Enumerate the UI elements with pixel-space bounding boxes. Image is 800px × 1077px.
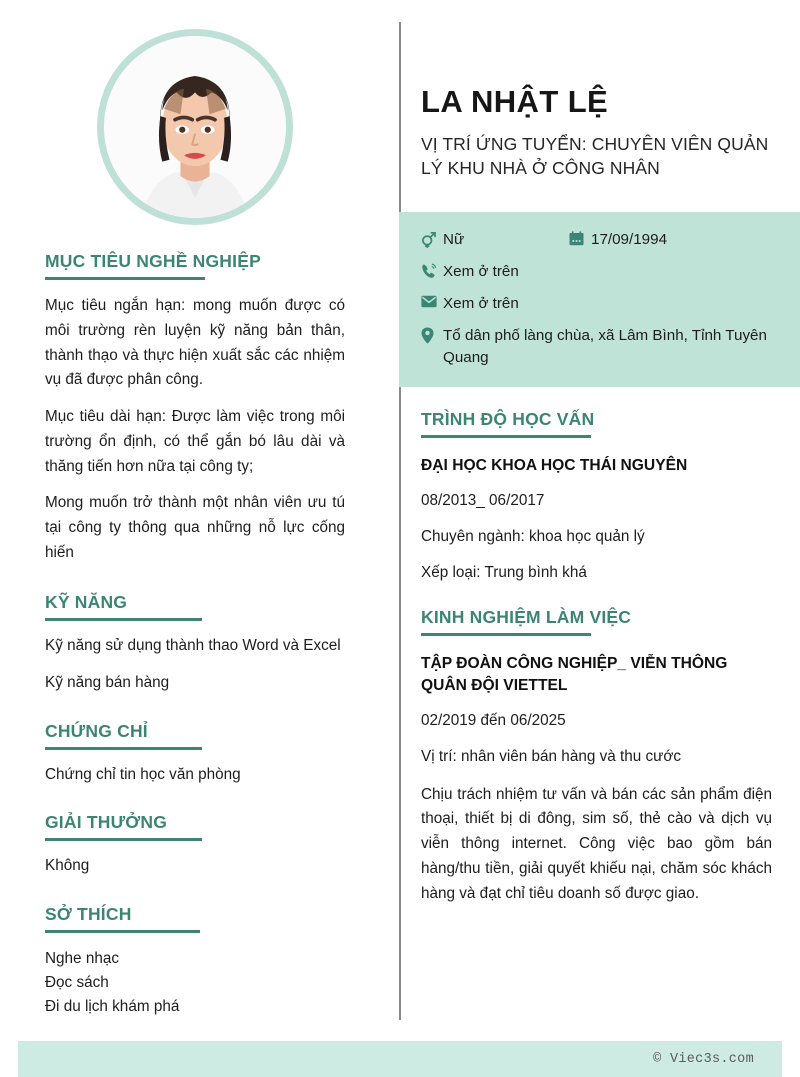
contact-birthdate-value: 17/09/1994: [591, 231, 668, 249]
section-title-objective: MỤC TIÊU NGHỀ NGHIỆP: [45, 251, 261, 271]
contact-gender: [421, 229, 569, 251]
list-item: Không: [45, 857, 90, 875]
list-item: Kỹ năng sử dụng thành thao Word và Excel: [45, 636, 341, 654]
objective-paragraph-1: Mục tiêu ngắn hạn: mong muốn được có môi trường rèn luyện kỹ năng bản thân, thành thạo và thực hiện xuất sắc các nhiệm vụ đã được phân công.: [45, 297, 345, 389]
contact-phone-value: Xem ở trên: [443, 263, 519, 281]
section-hobbies: [45, 904, 345, 1018]
contact-info-band: [399, 212, 800, 387]
page-title: LA NHẬT LỆ: [421, 84, 609, 119]
experience-period: 02/2019 đến 06/2025: [421, 711, 566, 729]
contact-address-value: Tổ dân phố làng chùa, xã Lâm Bình, Tỉnh Tuyên Quang: [443, 327, 767, 367]
avatar: [104, 36, 286, 218]
section-title-experience: KINH NGHIỆM LÀM VIỆC: [421, 607, 632, 628]
section-title-certificates: CHỨNG CHỈ: [45, 720, 148, 741]
left-column: [0, 0, 390, 1019]
list-item: Kỹ năng bán hàng: [45, 673, 170, 691]
section-certificates: [45, 721, 345, 787]
right-content: [399, 409, 800, 906]
experience-company: TẬP ĐOÀN CÔNG NGHIỆP_ VIỄN THÔNG QUÂN ĐỘI VIETTEL: [421, 655, 728, 694]
contact-row-phone: [421, 261, 780, 283]
location-pin-icon: [421, 325, 443, 344]
contact-gender-value: Nữ: [443, 231, 465, 249]
section-rule: [45, 838, 202, 841]
section-title-hobbies: SỞ THÍCH: [45, 904, 132, 925]
education-school: ĐẠI HỌC KHOA HỌC THÁI NGUYÊN: [421, 457, 688, 475]
section-awards: [45, 812, 345, 878]
contact-row-address: [421, 325, 780, 369]
applied-position: VỊ TRÍ ỨNG TUYỂN: CHUYÊN VIÊN QUẢN LÝ KHU NHÀ Ở CÔNG NHÂN: [421, 133, 769, 179]
section-rule: [45, 747, 202, 750]
section-skills: [45, 592, 345, 695]
list-item: Đọc sách: [45, 974, 109, 992]
objective-paragraph-2: Mục tiêu dài hạn: Được làm việc trong môi trường ổn định, có thể gắn bó lâu dài và thăng tiến hơn nữa tại công ty;: [45, 408, 345, 475]
photo-ring: [97, 29, 293, 225]
list-item: Nghe nhạc: [45, 950, 119, 968]
section-rule: [45, 277, 205, 280]
contact-row-email: [421, 293, 780, 315]
gender-icon: [421, 229, 443, 248]
section-title-education: TRÌNH ĐỘ HỌC VẤN: [421, 409, 595, 430]
section-experience: [421, 607, 772, 906]
section-title-skills: KỸ NĂNG: [45, 591, 128, 612]
envelope-icon: [421, 293, 443, 308]
footer-credit: © Viec3s.com: [653, 1051, 754, 1067]
section-career-objective: [45, 251, 345, 566]
profile-photo-container: [45, 29, 345, 225]
section-rule: [421, 633, 591, 636]
section-education: [421, 409, 772, 585]
list-item: Đi du lịch khám phá: [45, 997, 180, 1015]
contact-birthdate: [569, 229, 667, 251]
section-title-awards: GIẢI THƯỞNG: [45, 812, 168, 833]
contact-email-value: Xem ở trên: [443, 295, 519, 313]
portrait-illustration: [104, 36, 286, 218]
education-major: Chuyên ngành: khoa học quản lý: [421, 528, 645, 546]
education-grade: Xếp loại: Trung bình khá: [421, 564, 587, 582]
contact-row-gender-birthdate: [421, 229, 780, 251]
phone-icon: [421, 261, 443, 279]
list-item: Chứng chỉ tin học văn phòng: [45, 765, 241, 783]
experience-description: Chịu trách nhiệm tư vấn và bán các sản phẩm điện thoại, thiết bị di đông, sim số, thẻ cào và dịch vụ viễn thông internet. Công việc bao gồm bán hàng/thu tiền, giải quyết khiếu nại, chăm sóc khách hàng và đạt chỉ tiêu doanh số được giao.: [421, 785, 772, 902]
experience-role: Vị trí: nhân viên bán hàng và thu cước: [421, 747, 682, 765]
education-period: 08/2013_ 06/2017: [421, 492, 545, 510]
header-block: [399, 0, 800, 181]
footer-band: [18, 1041, 782, 1077]
calendar-icon: [569, 229, 591, 246]
section-rule: [421, 435, 591, 438]
section-rule: [45, 618, 202, 621]
right-column: [399, 0, 800, 906]
objective-paragraph-3: Mong muốn trở thành một nhân viên ưu tú tại công ty thông qua những nỗ lực cống hiến: [45, 494, 345, 561]
section-rule: [45, 930, 200, 933]
